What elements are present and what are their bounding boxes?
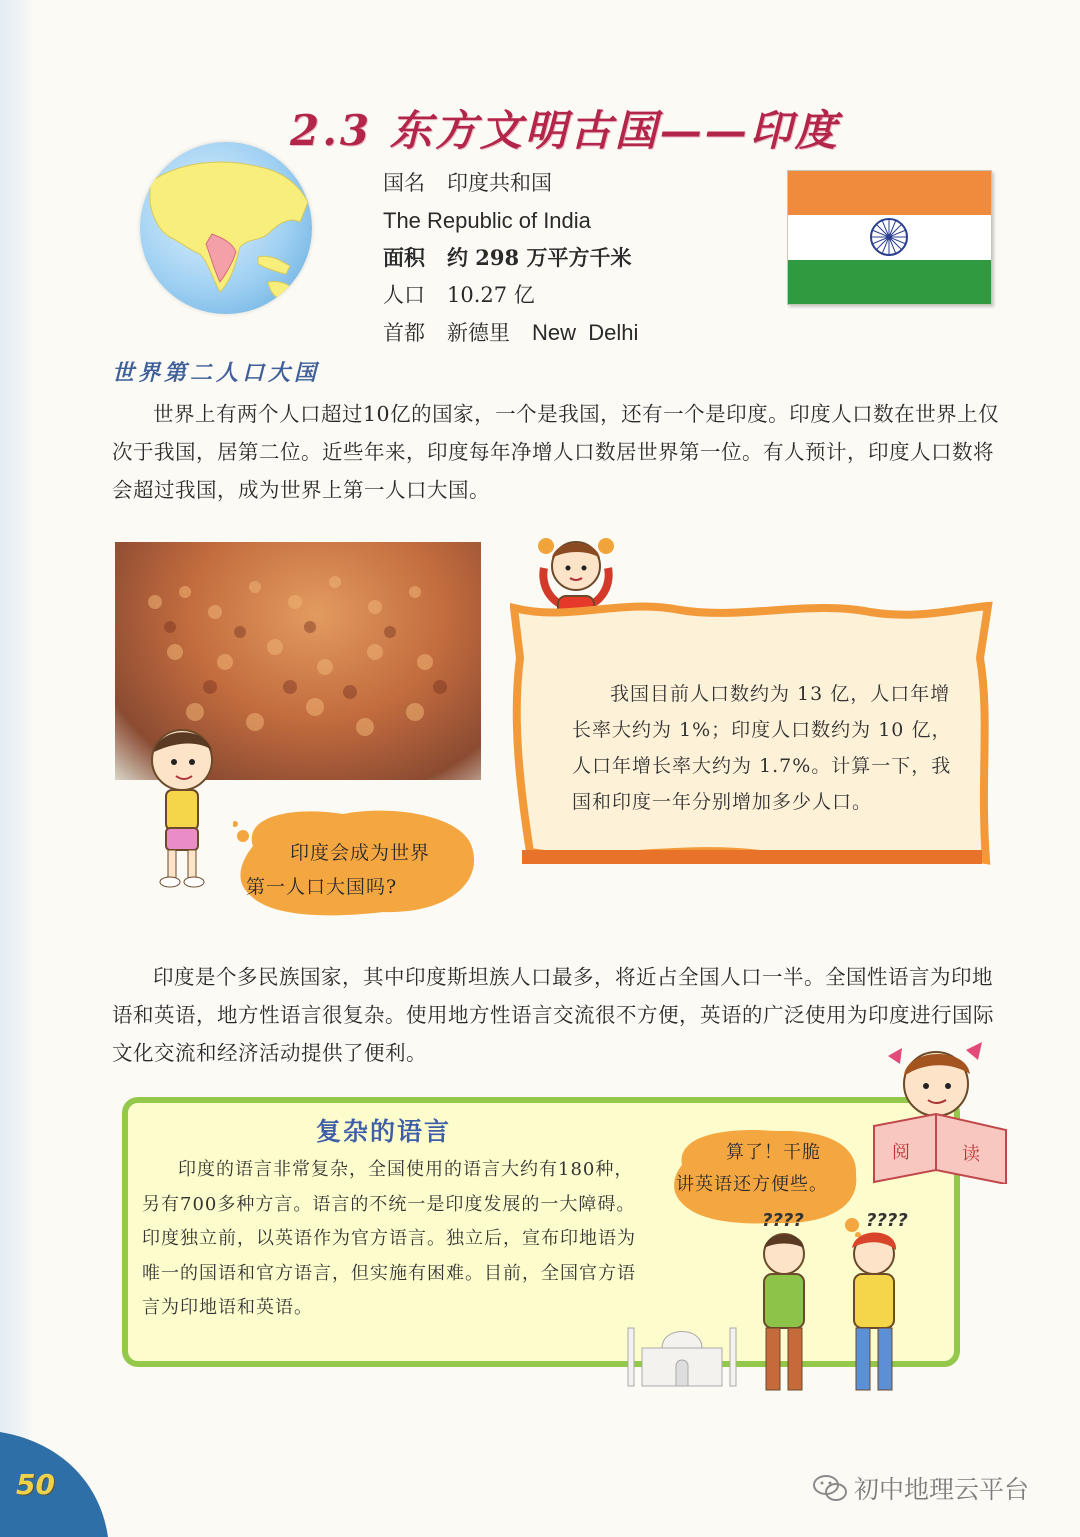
country-info: [383, 165, 660, 352]
reading-box-text: [142, 1153, 650, 1326]
wechat-icon: [812, 1473, 848, 1503]
watermark-text: 初中地理云平台: [854, 1475, 1030, 1504]
reading-box-title: 复杂的语言: [316, 1117, 452, 1146]
flag-saffron-band: [788, 171, 991, 215]
two-men-figure: [732, 1228, 932, 1408]
globe-map-image: [140, 142, 312, 314]
paragraph-population-text: 世界上有两个人口超过10亿的国家，一个是我国，还有一个是印度。印度人口数在世界上仅次于我国，居第二位。近些年来，印度每年净增人口数居世界第一位。有人预计，印度人口数将会超过我国，成为世界上第一人口大国。: [112, 402, 1000, 502]
paragraph-population: [112, 395, 1000, 509]
english-bubble-line-1: 算了！干脆: [726, 1142, 821, 1163]
question-marks-right: ????: [866, 1210, 908, 1231]
name-english: The Republic of India: [383, 208, 591, 233]
english-bubble-text: [676, 1137, 852, 1201]
question-bubble-text: [246, 836, 466, 904]
taj-mahal-image: [622, 1308, 742, 1388]
exercise-note-text: [572, 676, 956, 820]
page-edge: [0, 0, 34, 1537]
section-heading: 世界第二人口大国: [112, 360, 321, 386]
capital-english: New Delhi: [532, 320, 639, 345]
ashoka-chakra-icon: [867, 215, 911, 259]
book-label-left: 阅: [892, 1142, 910, 1163]
reading-box-content: 印度的语言非常复杂，全国使用的语言大约有180种，另有700多种方言。语言的不统一是印度发展的一大障碍。印度独立前，以英语作为官方语言。独立后，宣布印地语为唯一的国语和官方语言，但实施有困难。目前，全国官方语言为印地语和英语。: [142, 1159, 636, 1318]
area-value: 约 298 万平方千米: [447, 245, 632, 270]
area-label: 面积: [383, 245, 425, 270]
watermark: [812, 1470, 1029, 1506]
page-number: 50: [16, 1468, 55, 1501]
exercise-note-content: 我国目前人口数约为 13 亿，人口年增长率大约为 1%；印度人口数约为 10 亿，人口年增长率大约为 1.7%。计算一下，我国和印度一年分别增加多少人口。: [572, 683, 952, 813]
population-label: 人口: [383, 283, 425, 307]
question-line-1: 印度会成为世界: [290, 842, 431, 864]
page-title: 2.3 东方文明古国——印度: [290, 106, 840, 155]
population-value: 10.27 亿: [447, 283, 535, 307]
capital-value: 新德里: [447, 321, 510, 345]
reading-girl-figure: [866, 1034, 1016, 1184]
flag-white-band: [788, 215, 991, 259]
english-bubble-line-2: 讲英语还方便些。: [676, 1174, 828, 1195]
name-value: 印度共和国: [447, 171, 552, 195]
capital-label: 首都: [383, 321, 425, 345]
paragraph-languages-text: 印度是个多民族国家，其中印度斯坦族人口最多，将近占全国人口一半。全国性语言为印地语和英语，地方性语言很复杂。使用地方性语言交流很不方便，英语的广泛使用为印度进行国际文化交流和经济活动提供了便利。: [112, 965, 994, 1065]
name-label: 国名: [383, 171, 425, 195]
question-marks-left: ????: [762, 1210, 804, 1231]
flag-green-band: [788, 260, 991, 304]
cartoon-boy-figure: [140, 720, 220, 890]
question-line-2: 第一人口大国吗?: [246, 876, 398, 898]
book-label-right: 读: [962, 1144, 980, 1165]
india-flag-image: [787, 170, 992, 305]
